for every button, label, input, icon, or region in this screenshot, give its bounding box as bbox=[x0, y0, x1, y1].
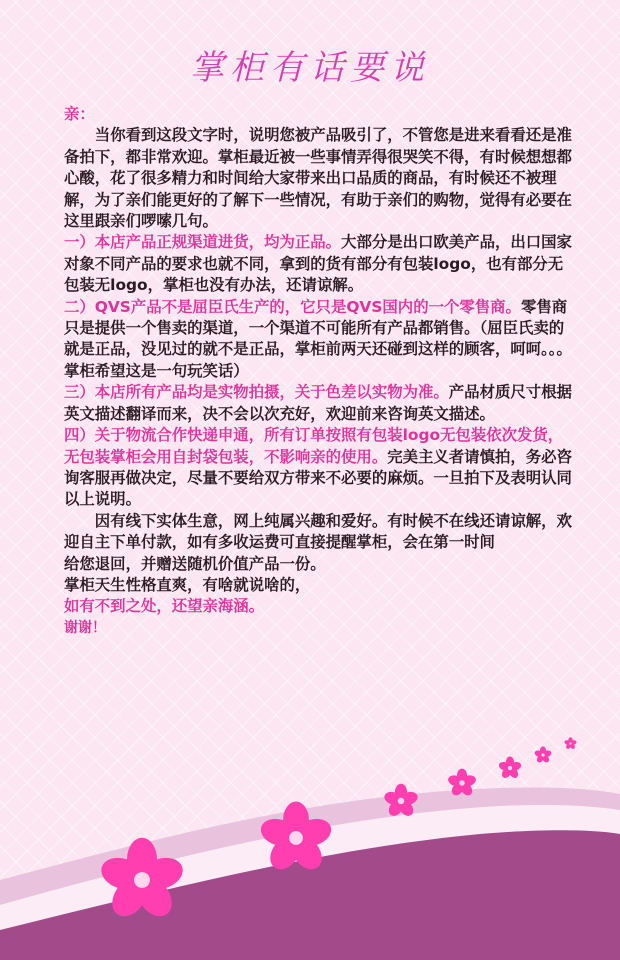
point-2-highlight: 二）QVS产品不是屈臣氏生产的，它只是QVS国内的一个零售商。 bbox=[64, 297, 521, 316]
point-3-highlight: 三）本店所有产品均是实物拍摄，关于色差以实物为准。 bbox=[64, 383, 449, 402]
point-1-highlight: 一）本店产品正规渠道进货，均为正品。 bbox=[64, 233, 342, 252]
point-3-body: 产品材质尺寸根据英文描述翻译而来，决不会以次充好，欢迎前来咨询英文描述。 bbox=[64, 383, 572, 423]
thanks-text: 谢谢！ bbox=[64, 619, 106, 636]
point-2 bbox=[64, 297, 574, 383]
point-3 bbox=[64, 382, 574, 425]
point-4-highlight: 四）关于物流合作快递申通，所有订单按照有包装logo无包装依次发货，无包装掌柜会用自封袋包装，不影响亲的使用。 bbox=[64, 426, 564, 466]
flower-icon bbox=[564, 737, 577, 750]
flower-icon bbox=[383, 783, 419, 819]
flower-icon bbox=[447, 768, 477, 798]
point-4-body: 完美主义者请慎拍，务必咨询客服再做决定，尽量不要给双方带来不必要的麻烦。一旦拍下及表明认同以上说明。 bbox=[64, 447, 572, 509]
note-paragraph: 因有线下实体生意，网上纯属兴趣和爱好。有时候不在线还请谅解，欢迎自主下单付款，如有多收运费可直接提醒掌柜，会在第一时间 bbox=[64, 511, 572, 552]
flower-icon bbox=[498, 756, 522, 780]
letter-body bbox=[64, 104, 574, 639]
greeting: 亲： bbox=[64, 105, 95, 123]
closing-line-2: 如有不到之处，还望亲海涵。 bbox=[64, 597, 265, 616]
flower-icon bbox=[534, 746, 552, 764]
point-1-body: 大部分是出口欧美产品，出口国家对象不同产品的要求也就不同，拿到的货有部分有包装logo，也有部分无包装无logo，掌柜也没有办法，还请谅解。 bbox=[64, 233, 572, 295]
flower-icon bbox=[258, 800, 334, 876]
note-paragraph-end: 给您退回，并赠送随机价值产品一份。 bbox=[64, 554, 326, 573]
intro-paragraph: 当你看到这段文字时，说明您被产品吸引了，不管您是进来看看还是准备拍下，都非常欢迎。掌柜最近被一些事情弄得很哭笑不得，有时候想想都心酸，花了很多精力和时间给大家带来出口品质的商品，有时候还不被理解，为了亲们能更好的了解下一些情况，有助于亲们的购物，觉得有必要在这里跟亲们啰嗦几句。 bbox=[64, 126, 572, 231]
point-4 bbox=[64, 425, 574, 511]
flower-icon bbox=[98, 836, 186, 924]
point-2-body: 零售商只是提供一个售卖的渠道，一个渠道不可能所有产品都销售。（屈臣氏卖的就是正品，没见过的就不是正品，掌柜前两天还碰到这样的顾客，呵呵。。。掌柜希望这是一句玩笑话） bbox=[64, 297, 572, 380]
closing-line-1: 掌柜天生性格直爽，有啥就说啥的， bbox=[64, 575, 311, 594]
page-title: 掌柜有话要说 bbox=[190, 48, 430, 88]
point-1 bbox=[64, 232, 574, 296]
